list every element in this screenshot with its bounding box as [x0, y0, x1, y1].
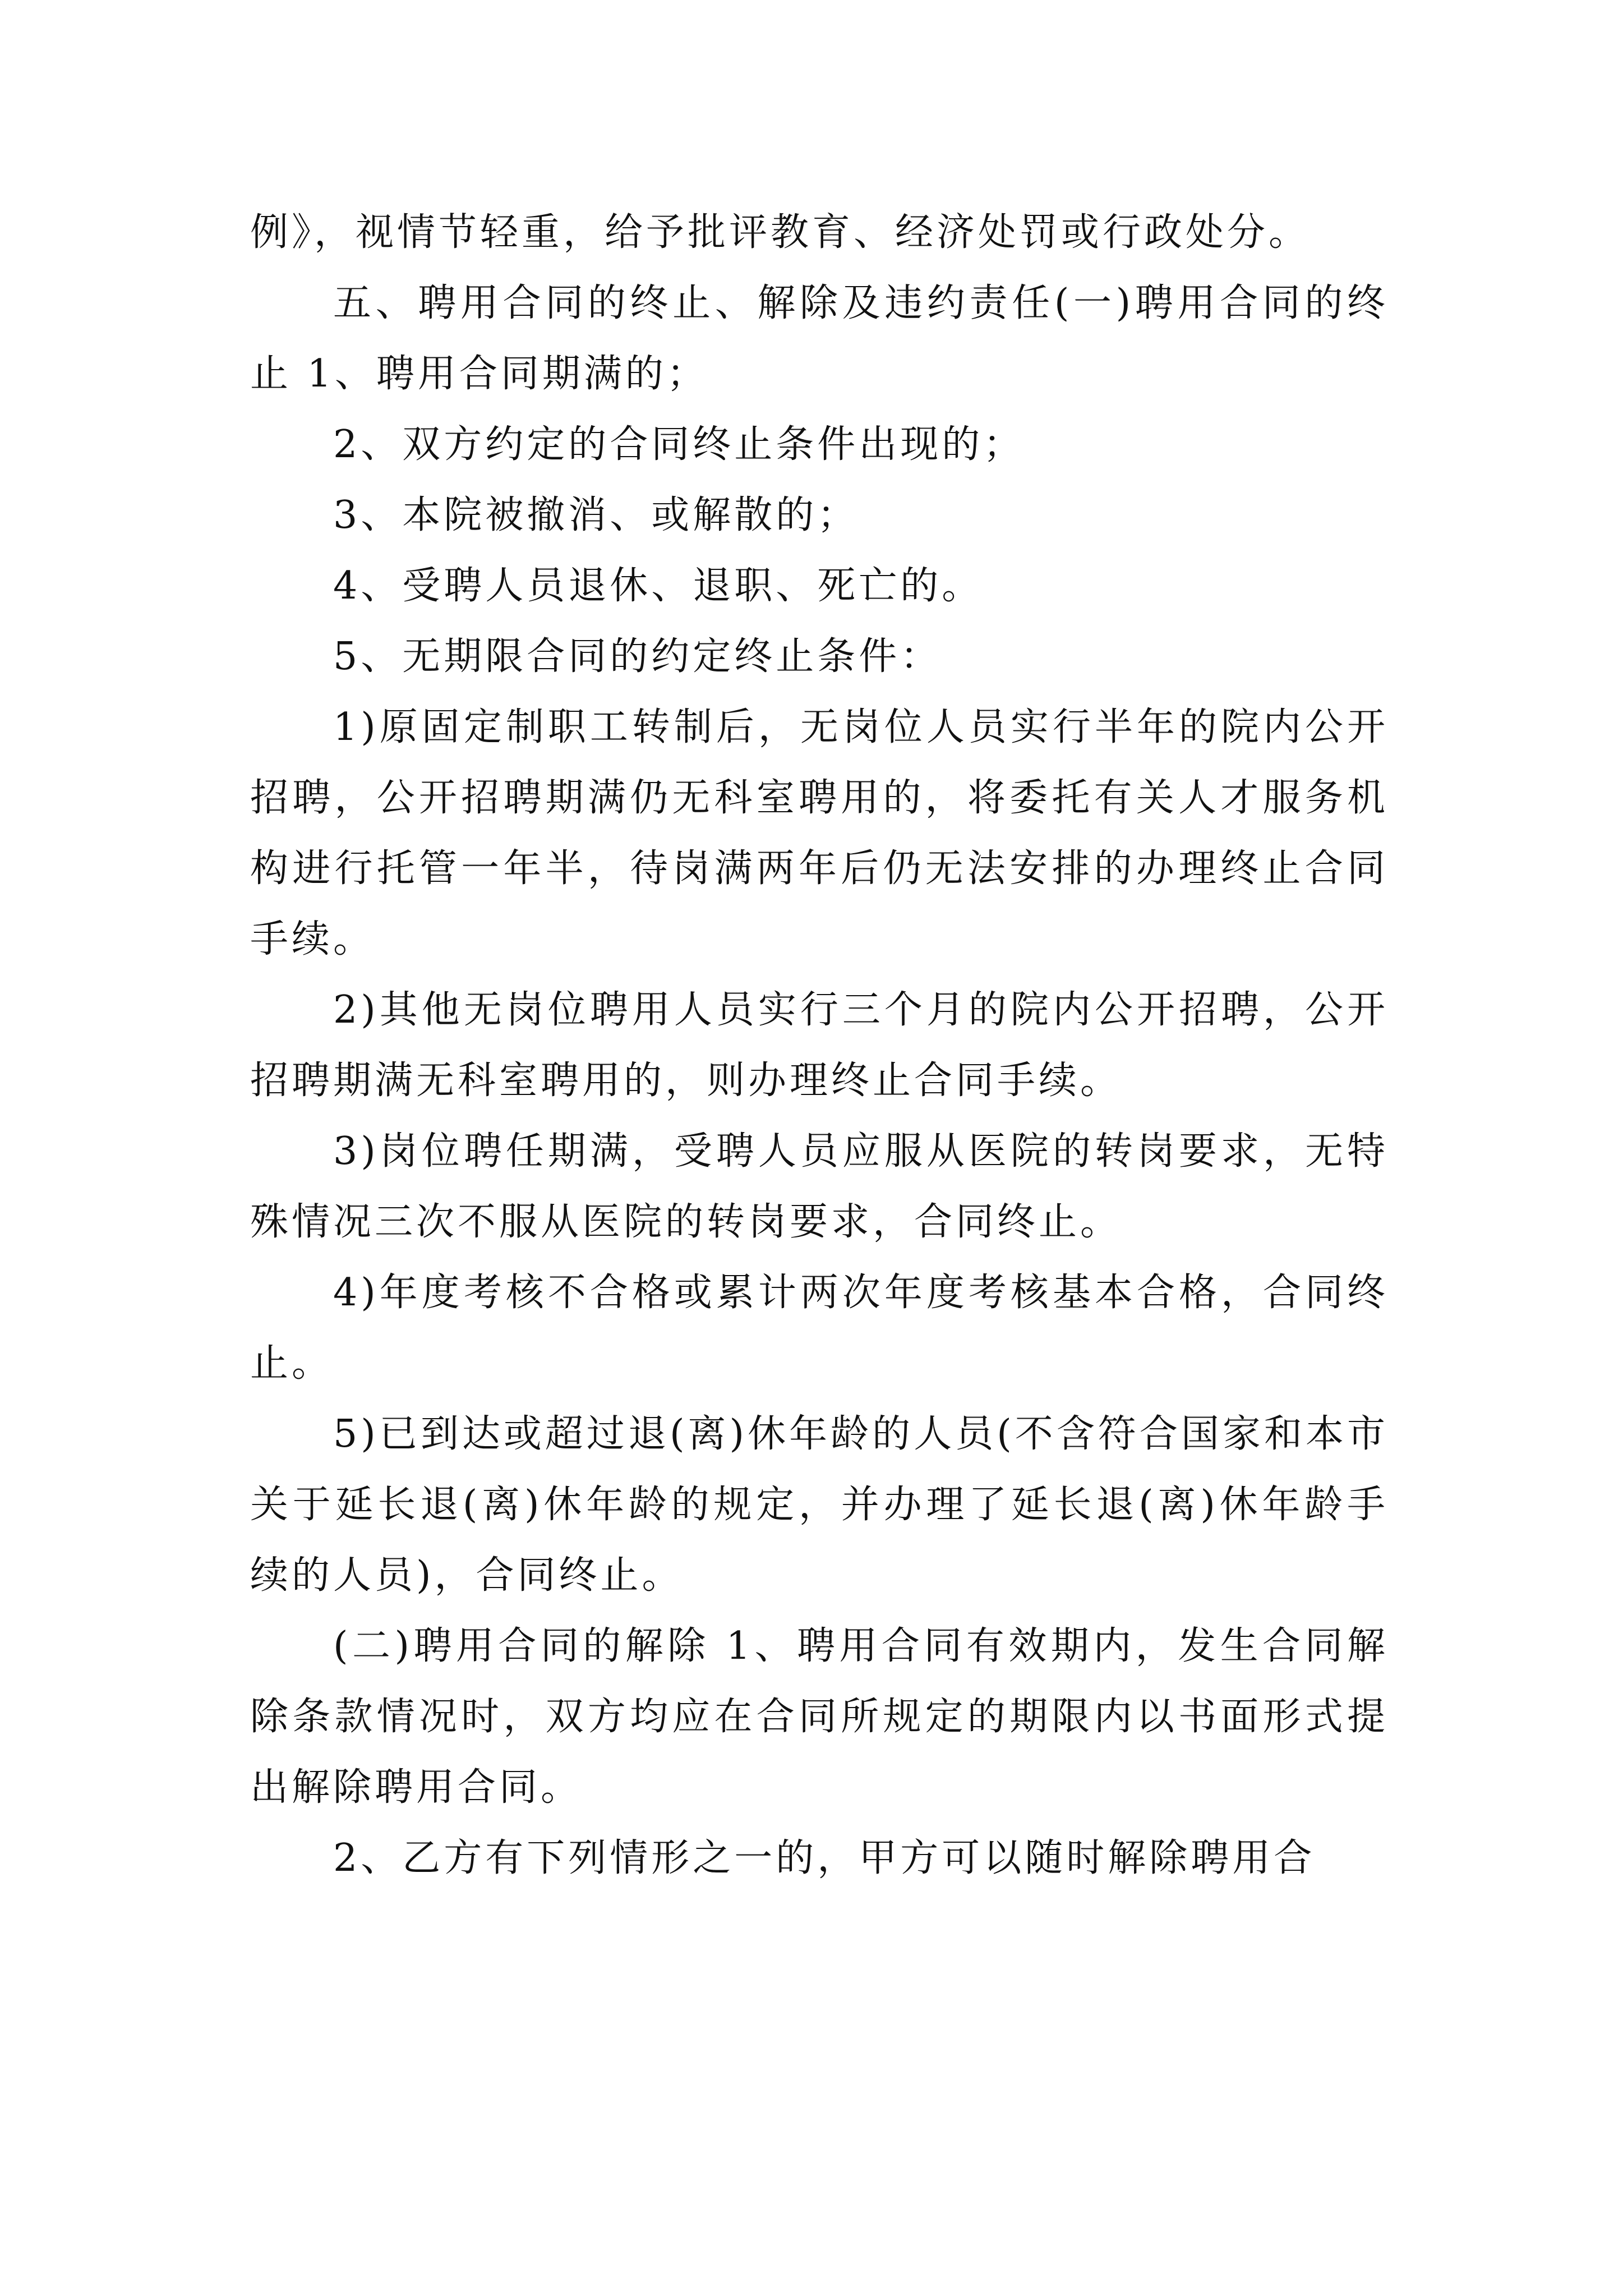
paragraph-2: 五、聘用合同的终止、解除及违约责任(一)聘用合同的终止 1、聘用合同期满的；	[250, 281, 1389, 396]
paragraph-5: 4、受聘人员退休、退职、死亡的。	[333, 564, 984, 608]
paragraph-8: 2)其他无岗位聘用人员实行三个月的院内公开招聘，公开招聘期满无科室聘用的，则办理终止合同手续。	[250, 988, 1389, 1103]
paragraph-7: 1)原固定制职工转制后，无岗位人员实行半年的院内公开招聘，公开招聘期满仍无科室聘用的，将委托有关人才服务机构进行托管一年半，待岗满两年后仍无法安排的办理终止合同手续。	[250, 705, 1389, 961]
paragraph-13: 2、乙方有下列情形之一的，甲方可以随时解除聘用合	[333, 1836, 1316, 1880]
paragraph-6: 5、无期限合同的约定终止条件：	[333, 634, 942, 679]
paragraph-9: 3)岗位聘任期满，受聘人员应服从医院的转岗要求，无特殊情况三次不服从医院的转岗要求，合同终止。	[250, 1129, 1389, 1244]
paragraph-10: 4)年度考核不合格或累计两次年度考核基本合格，合同终止。	[250, 1271, 1389, 1386]
paragraph-3: 2、双方约定的合同终止条件出现的；	[333, 422, 1025, 467]
document-body	[250, 197, 1389, 1894]
paragraph-4: 3、本院被撤消、或解散的；	[333, 493, 859, 537]
paragraph-1: 例》，视情节轻重，给予批评教育、经济处罚或行政处分。	[250, 210, 1311, 255]
paragraph-11: 5)已到达或超过退(离)休年龄的人员(不含符合国家和本市关于延长退(离)休年龄的规定，并办理了延长退(离)休年龄手续的人员)，合同终止。	[250, 1412, 1389, 1598]
paragraph-12: (二)聘用合同的解除 1、聘用合同有效期内，发生合同解除条款情况时，双方均应在合同所规定的期限内以书面形式提出解除聘用合同。	[250, 1624, 1389, 1810]
